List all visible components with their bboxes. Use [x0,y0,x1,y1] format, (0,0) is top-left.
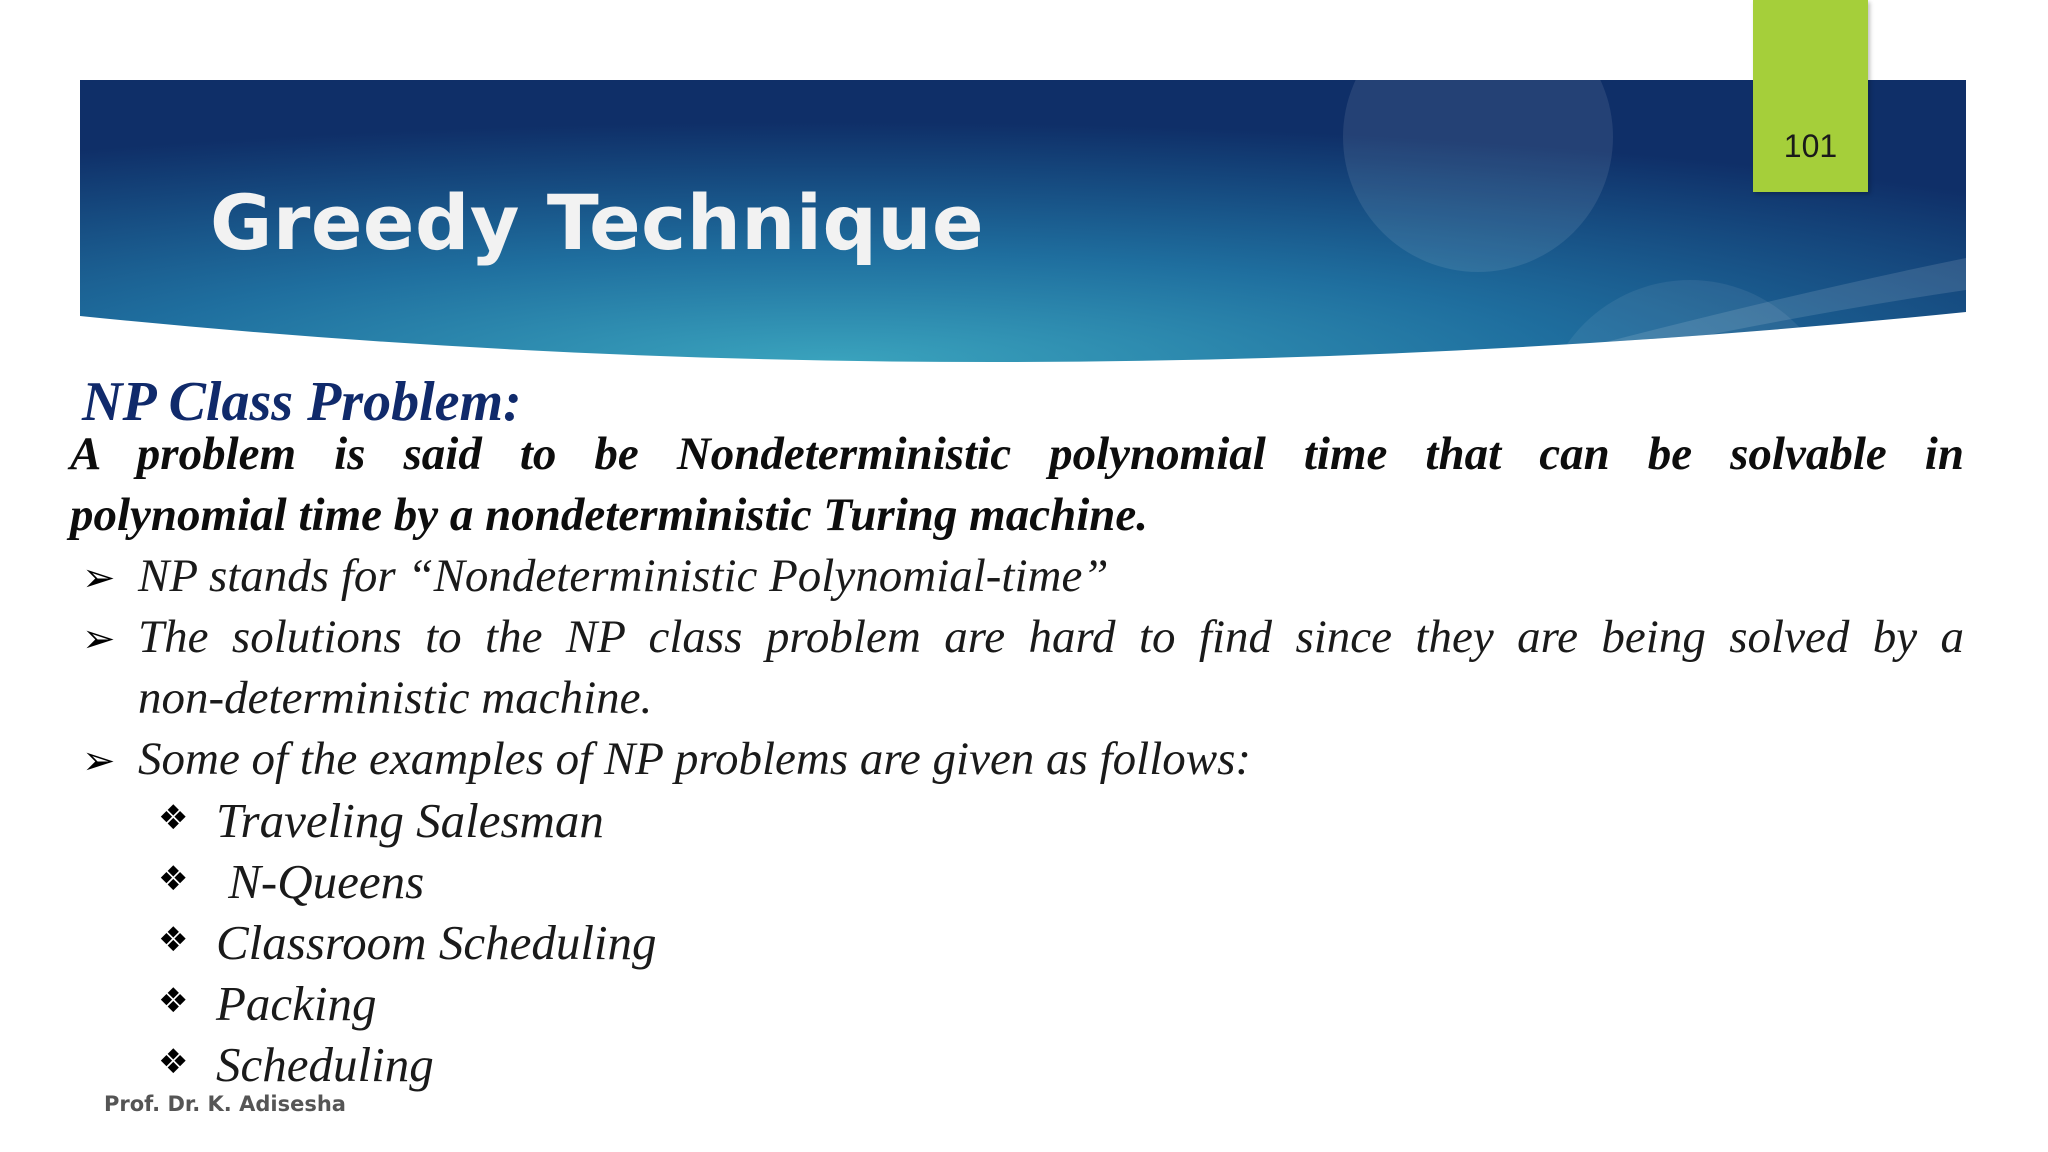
four-diamond-bullet-icon: ❖ [158,859,189,899]
bullet-list [70,546,1964,790]
example-item [158,1034,657,1095]
slide-title: Greedy Technique [210,178,985,267]
bullet-item [70,729,1964,790]
slide-number: 101 [1783,128,1838,164]
arrowhead-bullet-icon: ➢ [82,616,116,662]
example-item [158,851,657,912]
four-diamond-bullet-icon: ❖ [158,920,189,960]
arrowhead-bullet-icon: ➢ [82,738,116,784]
example-item [158,973,657,1034]
intro-paragraph [70,424,1964,546]
intro-line-2: polynomial time by a nondeterministic Turing machine. [70,489,1149,541]
example-text: Scheduling [216,1037,434,1092]
four-diamond-bullet-icon: ❖ [158,1042,189,1082]
bullet-text-line-2: non-deterministic machine. [138,672,653,724]
examples-list [158,790,657,1095]
slide-number-tab [1753,0,1868,192]
section-heading: NP Class Problem: [82,371,522,433]
example-text: Packing [216,976,377,1031]
bullet-item [70,546,1964,607]
footer-credit: Prof. Dr. K. Adisesha [104,1092,346,1116]
example-item [158,912,657,973]
bullet-text: NP stands for “Nondeterministic Polynomial-time” [138,550,1109,602]
four-diamond-bullet-icon: ❖ [158,981,189,1021]
example-text: Classroom Scheduling [216,915,657,970]
example-text: N-Queens [216,854,425,909]
intro-line-1: A problem is said to be Nondeterministic polynomial time that can be solvable in [70,428,1964,480]
arrowhead-bullet-icon: ➢ [82,555,116,601]
example-text: Traveling Salesman [216,793,604,848]
example-item [158,790,657,851]
bullet-text: Some of the examples of NP problems are given as follows: [138,733,1252,785]
bullet-item [70,607,1964,729]
bullet-text-line-1: The solutions to the NP class problem are hard to find since they are being solved by a [138,611,1964,663]
decorative-circle-large [1343,2,1613,272]
four-diamond-bullet-icon: ❖ [158,798,189,838]
